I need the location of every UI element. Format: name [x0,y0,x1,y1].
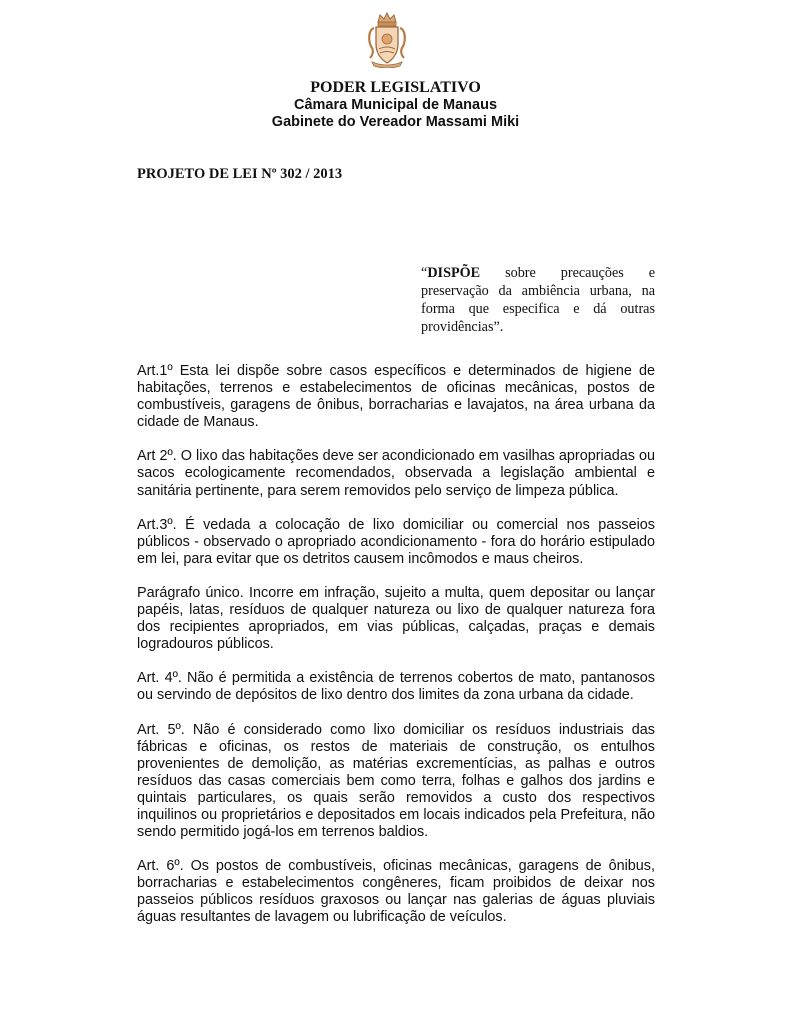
article-1: Art.1º Esta lei dispõe sobre casos específicos e determinados de higiene de habitações, terrenos e estabelecimentos de oficinas mecânicas, postos de combustíveis, garagens de ônibus, borracharias e lavajatos, na área urbana da cidade de Manaus. [137,363,655,431]
article-6: Art. 6º. Os postos de combustíveis, oficinas mecânicas, garagens de ônibus, borracharias e estabelecimentos congêneres, ficam proibidos de deixar nos passeios públicos resíduos graxosos ou lançar nas galerias de águas pluviais águas resultantes de lavagem ou lubrificação de veículos. [137,858,655,926]
article-3-paragraph: Parágrafo único. Incorre em infração, sujeito a multa, quem depositar ou lançar papéis, latas, resíduos de qualquer natureza ou lixo de qualquer natureza fora dos recipientes apropriados, em vias públicas, calçadas, praças e demais logradouros públicos. [137,584,655,653]
bill-summary [421,264,655,336]
coat-of-arms-icon [366,12,408,68]
summary-open-quote: “ [421,265,428,281]
article-5: Art. 5º. Não é considerado como lixo domiciliar os resíduos industriais das fábricas e oficinas, os restos de materiais de construção, os entulhos provenientes de demolição, as matérias excrementícias, as palhas e outros resíduos das casas comerciais bem como terra, folhas e galhos dos jardins e quintais particulares, os quais serão removidos a custo dos respectivos inquilinos ou proprietários e depositados em locais indicados pela Prefeitura, não sendo permitido jogá-los em terrenos baldios. [137,721,655,841]
header-title: PODER LEGISLATIVO [310,79,481,96]
document-header [0,79,791,131]
summary-text: sobre precauções e preservação da ambiência urbana, na forma que especifica e dá outras providências”. [421,265,655,335]
header-office: Gabinete do Vereador Massami Miki [271,114,520,130]
bill-body [137,363,655,944]
header-chamber: Câmara Municipal de Manaus [293,97,498,113]
article-4: Art. 4º. Não é permitida a existência de terrenos cobertos de mato, pantanosos ou servindo de depósitos de lixo dentro dos limites da zona urbana da cidade. [137,670,655,704]
article-3: Art.3º. É vedada a colocação de lixo domiciliar ou comercial nos passeios públicos - observado o apropriado acondicionamento - fora do horário estipulado em lei, para evitar que os detritos causem incômodos e maus cheiros. [137,516,655,567]
bill-number: PROJETO DE LEI Nº 302 / 2013 [137,166,343,182]
article-2: Art 2º. O lixo das habitações deve ser acondicionado em vasilhas apropriadas ou sacos ecologicamente recomendados, observada a legislação ambiental e sanitária pertinente, para serem removidos pelo serviço de limpeza pública. [137,448,655,499]
summary-keyword: DISPÕE [427,265,481,281]
